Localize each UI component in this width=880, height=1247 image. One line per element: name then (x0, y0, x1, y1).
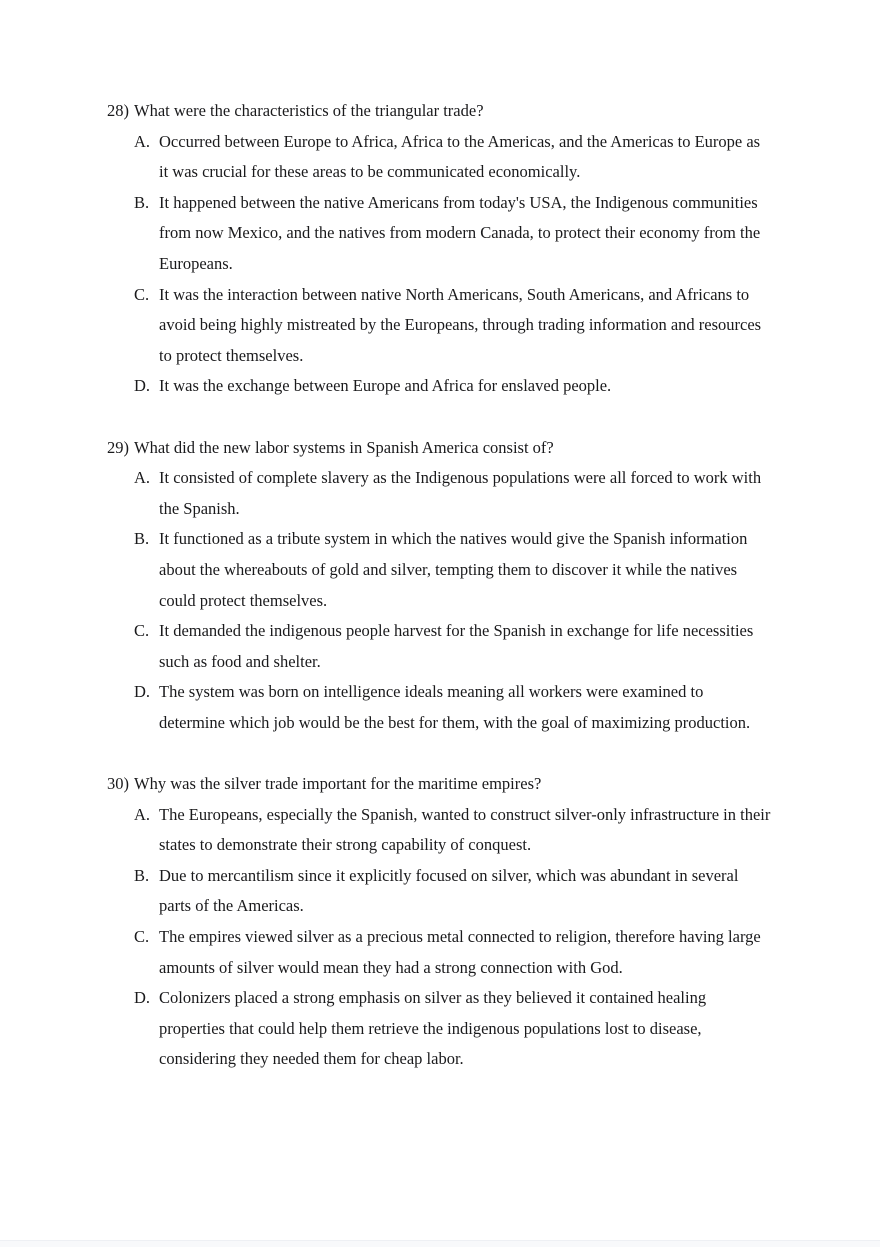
question-number: 29) (107, 437, 129, 457)
option-row (134, 371, 880, 402)
option-text: It consisted of complete slavery as the Indigenous populations were all forced to work with the Spanish. (159, 468, 762, 518)
option-text: Colonizers placed a strong emphasis on silver as they believed it contained healing properties that could help them retrieve the indigenous populations lost to disease, considering they needed them for cheap labor. (159, 988, 707, 1069)
option-text: The Europeans, especially the Spanish, wanted to construct silver-only infrastructure in their states to demonstrate their strong capability of conquest. (159, 804, 771, 855)
option-letter: C. (134, 927, 150, 947)
option-row (134, 616, 880, 677)
option-row (134, 922, 880, 983)
question-header (107, 769, 880, 800)
option-row (134, 188, 880, 280)
option-row (134, 800, 880, 861)
option-letter: D. (134, 682, 151, 702)
option-text: It was the exchange between Europe and Africa for enslaved people. (159, 376, 612, 396)
option-text: It happened between the native Americans from today's USA, the Indigenous communities from now Mexico, and the natives from modern Canada, to protect their economy from the Europeans. (159, 192, 761, 273)
option-row (134, 983, 880, 1075)
option-letter: A. (134, 804, 151, 824)
option-letter: A. (134, 468, 151, 488)
option-row (134, 280, 880, 372)
question-30 (107, 769, 880, 1075)
option-text: It was the interaction between native North Americans, South Americans, and Africans to avoid being highly mistreated by the Europeans, through trading information and resources to protect themselves. (159, 284, 762, 365)
question-number: 30) (107, 774, 129, 794)
option-text: Occurred between Europe to Africa, Africa to the Americas, and the Americas to Europe as it was crucial for these areas to be communicated economically. (159, 131, 761, 182)
question-28 (107, 96, 880, 402)
option-letter: A. (134, 131, 151, 151)
question-text: What did the new labor systems in Spanish America consist of? (134, 437, 554, 457)
option-letter: D. (134, 988, 151, 1008)
option-text: The empires viewed silver as a precious metal connected to religion, therefore having large amounts of silver would mean they had a strong connection with God. (159, 927, 761, 977)
option-row (134, 861, 880, 922)
question-text: Why was the silver trade important for the maritime empires? (134, 774, 542, 794)
option-letter: B. (134, 192, 150, 212)
option-letter: C. (134, 284, 150, 304)
question-29 (107, 433, 880, 739)
option-row (134, 677, 880, 738)
option-text: The system was born on intelligence ideals meaning all workers were examined to determine which job would be the best for them, with the goal of maximizing production. (159, 682, 751, 732)
option-text: It functioned as a tribute system in which the natives would give the Spanish information about the whereabouts of gold and silver, tempting them to discover it while the natives could protect themselves. (159, 529, 748, 610)
option-letter: C. (134, 621, 150, 641)
question-header (107, 96, 880, 127)
question-number: 28) (107, 101, 129, 120)
option-text: It demanded the indigenous people harvest for the Spanish in exchange for life necessities such as food and shelter. (159, 621, 754, 671)
option-letter: B. (134, 865, 150, 885)
page-bottom-edge (0, 1240, 880, 1247)
option-letter: D. (134, 376, 151, 396)
option-row (134, 127, 880, 188)
option-text: Due to mercantilism since it explicitly focused on silver, which was abundant in several parts of the Americas. (159, 865, 739, 916)
question-header (107, 433, 880, 464)
option-row (134, 524, 880, 616)
question-text: What were the characteristics of the triangular trade? (134, 101, 484, 120)
option-row (134, 463, 880, 524)
option-letter: B. (134, 529, 150, 549)
